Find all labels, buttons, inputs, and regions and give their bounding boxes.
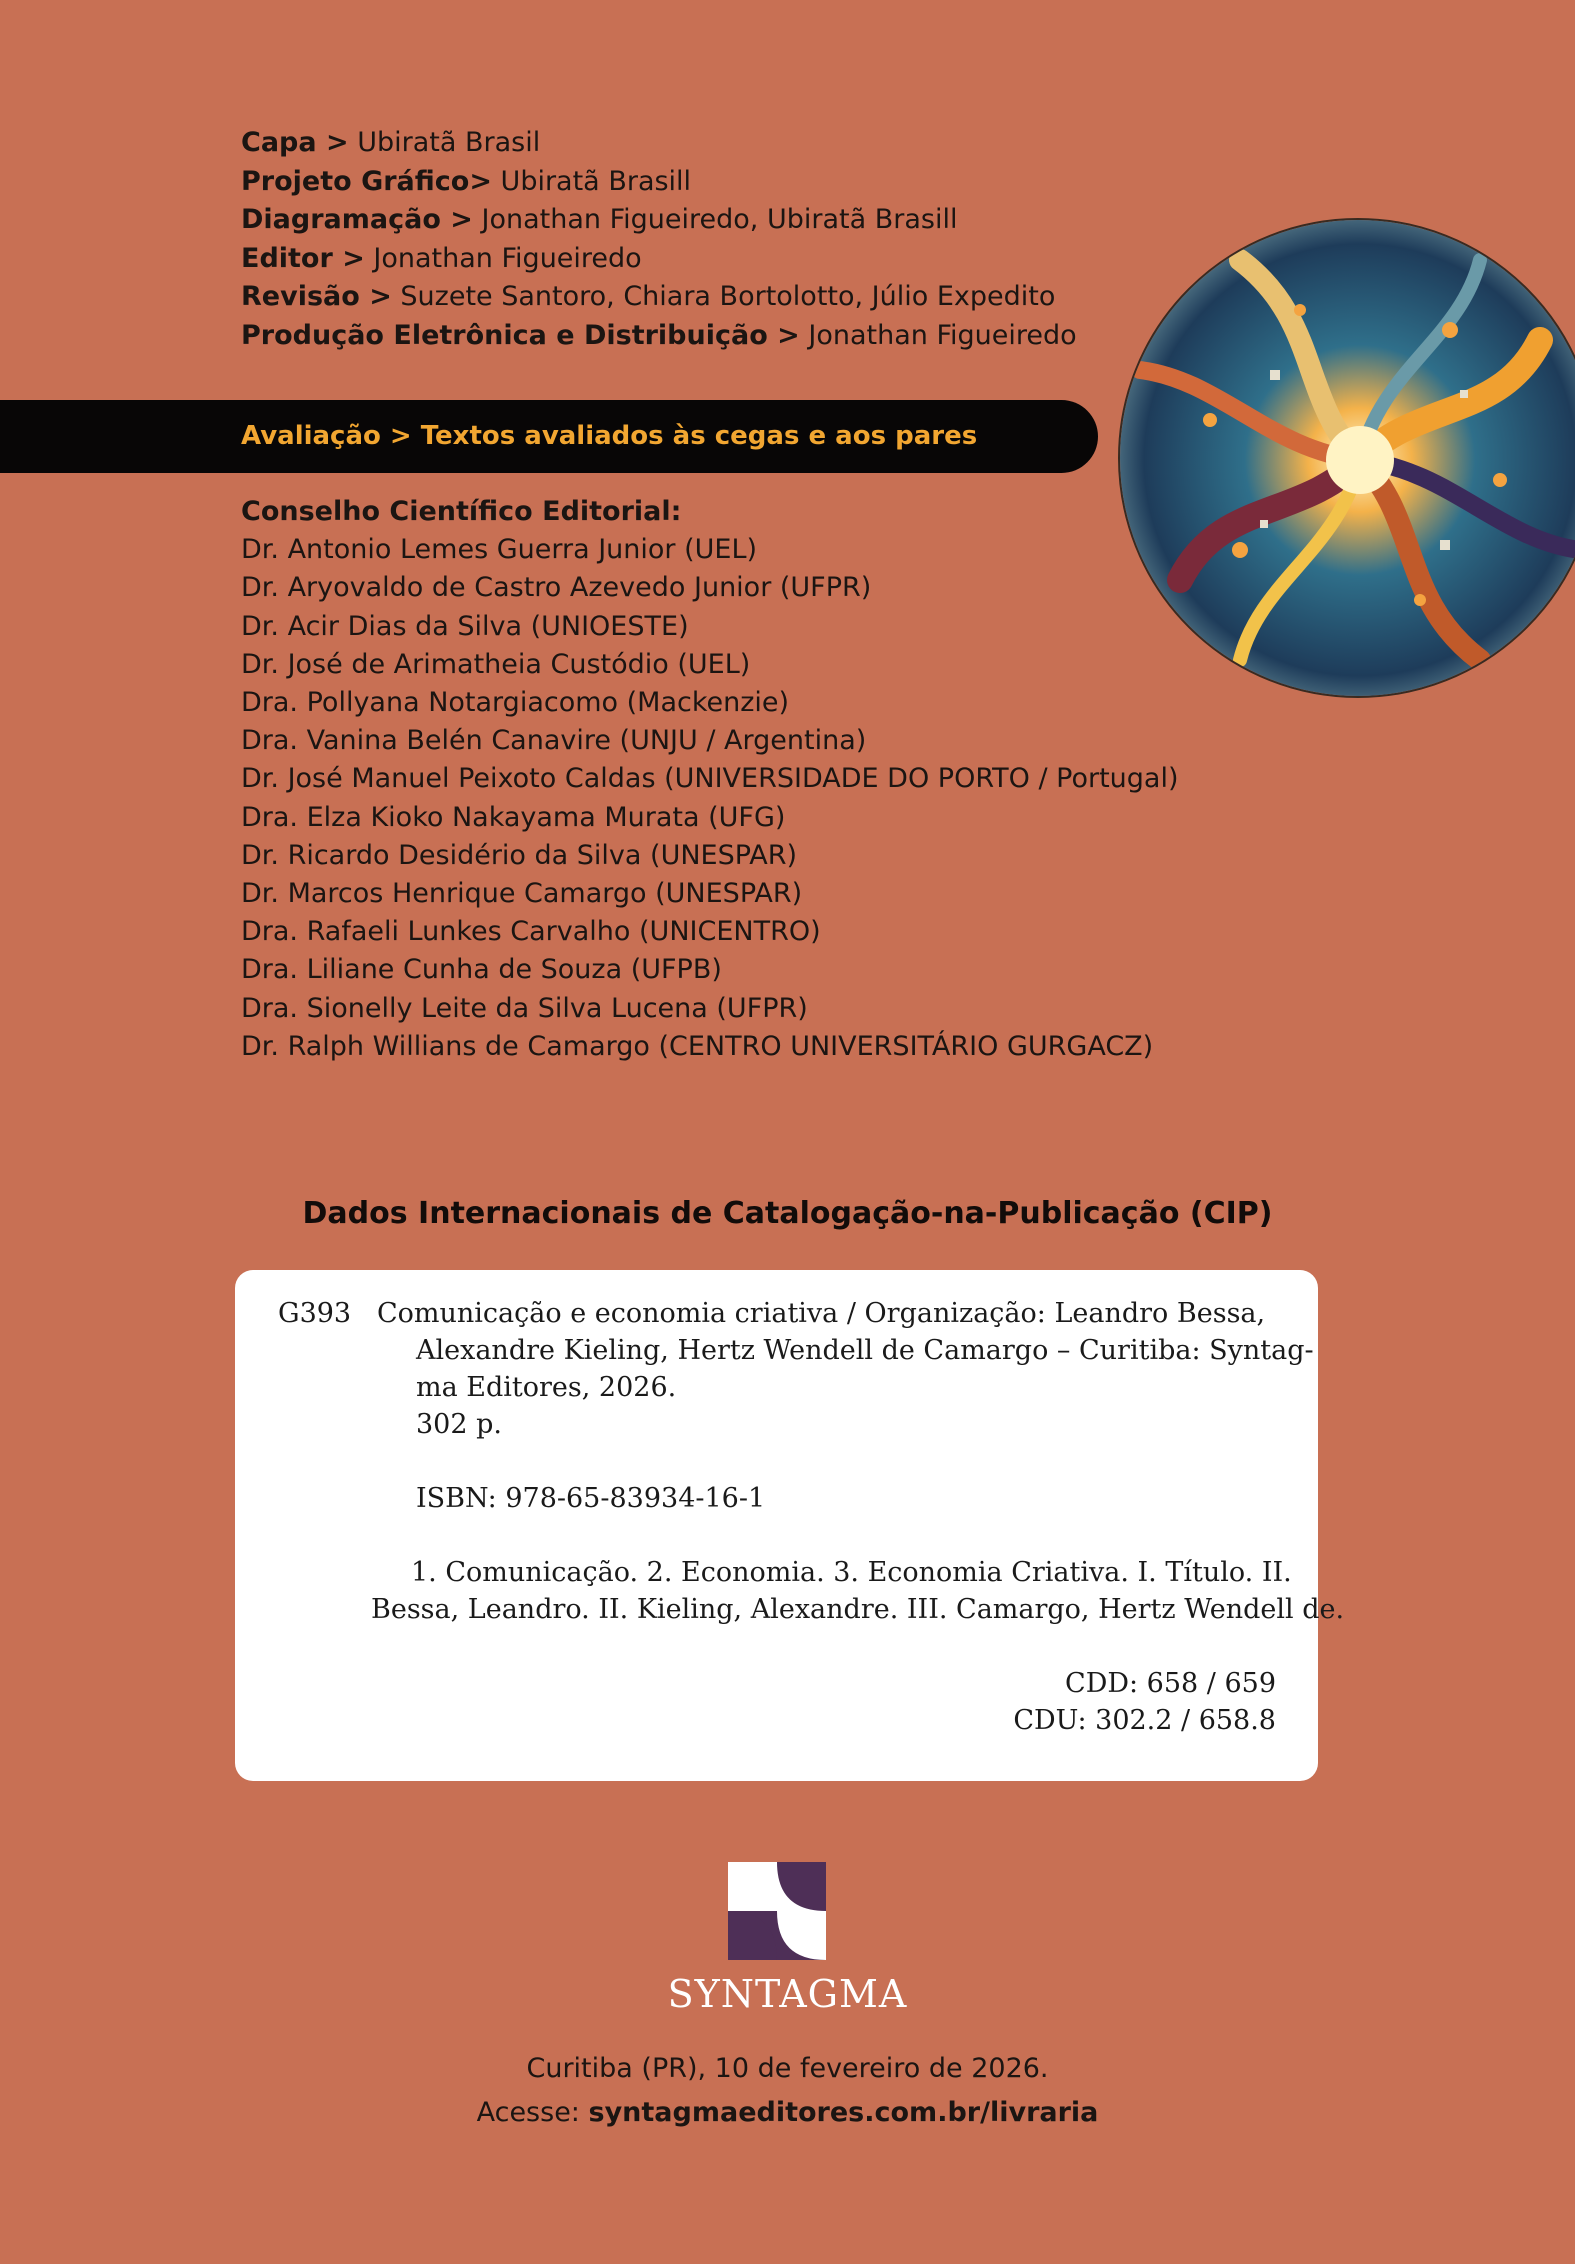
council-member: Dr. Ricardo Desidério da Silva (UNESPAR) [241, 839, 798, 871]
council-member: Dra. Sionelly Leite da Silva Lucena (UFPR) [241, 992, 808, 1024]
council-member: Dr. Antonio Lemes Guerra Junior (UEL) [241, 534, 758, 566]
council-member: Dr. Acir Dias da Silva (UNIOESTE) [241, 610, 689, 642]
syntagma-logo-icon [728, 1862, 826, 1960]
council-member: Dr. José de Arimatheia Custódio (UEL) [241, 648, 751, 680]
credit-production: Produção Eletrônica e Distribuição > Jonathan Figueiredo [241, 319, 1077, 351]
cip-pages: 302 p. [416, 1409, 502, 1440]
cip-code: G393 [278, 1298, 352, 1329]
access-line [0, 2097, 1575, 2128]
council-member: Dr. José Manuel Peixoto Caldas (UNIVERSIDADE DO PORTO / Portugal) [241, 763, 1179, 795]
council-member: Dra. Pollyana Notargiacomo (Mackenzie) [241, 687, 790, 719]
scientific-council [241, 493, 1179, 1066]
credit-revision: Revisão > Suzete Santoro, Chiara Bortolotto, Júlio Expedito [241, 281, 1056, 312]
credits-block [241, 124, 1077, 355]
cip-subjects-line-1: 1. Comunicação. 2. Economia. 3. Economia Criativa. I. Título. II. [411, 1557, 1292, 1588]
council-member: Dra. Rafaeli Lunkes Carvalho (UNICENTRO) [241, 916, 821, 948]
cip-cdu: CDU: 302.2 / 658.8 [1013, 1705, 1276, 1736]
cip-isbn: ISBN: 978-65-83934-16-1 [416, 1483, 766, 1514]
cip-title: Dados Internacionais de Catalogação-na-Publicação (CIP) [302, 1196, 1273, 1231]
evaluation-banner [0, 400, 1098, 473]
cip-authors-line: Alexandre Kieling, Hertz Wendell de Camargo – Curitiba: Syntag- [416, 1335, 1314, 1366]
council-member: Dra. Vanina Belén Canavire (UNJU / Argentina) [241, 725, 867, 757]
cip-title-line: Comunicação e economia criativa / Organização: Leandro Bessa, [377, 1298, 1266, 1329]
credit-layout: Diagramação > Jonathan Figueiredo, Ubiratã Brasill [241, 204, 958, 235]
cip-publisher-line: ma Editores, 2026. [416, 1372, 677, 1403]
council-member: Dra. Elza Kioko Nakayama Murata (UFG) [241, 801, 786, 833]
swirl-art-icon [1120, 220, 1575, 698]
council-member: Dr. Marcos Henrique Camargo (UNESPAR) [241, 878, 803, 910]
place-date: Curitiba (PR), 10 de fevereiro de 2026. [526, 2053, 1049, 2084]
council-heading: Conselho Científico Editorial: [241, 496, 682, 527]
publisher-name: SYNTAGMA [667, 1972, 908, 2016]
council-member: Dr. Ralph Willians de Camargo (CENTRO UNIVERSITÁRIO GURGACZ) [241, 1030, 1154, 1062]
cip-cdd: CDD: 658 / 659 [1065, 1668, 1276, 1699]
cip-card [235, 1270, 1345, 1781]
cip-subjects-line-2: Bessa, Leandro. II. Kieling, Alexandre. III. Camargo, Hertz Wendell de. [371, 1594, 1345, 1625]
evaluation-text: Avaliação > Textos avaliados às cegas e aos pares [241, 421, 978, 451]
credit-editor: Editor > Jonathan Figueiredo [241, 242, 642, 274]
access-link[interactable]: syntagmaeditores.com.br/livraria [588, 2097, 1099, 2128]
credit-cover: Capa > Ubiratã Brasil [241, 127, 541, 158]
access-label: Acesse: [476, 2097, 589, 2128]
council-member: Dr. Aryovaldo de Castro Azevedo Junior (UFPR) [241, 572, 872, 604]
cover-art-circle [1118, 218, 1575, 698]
credit-graphic-design: Projeto Gráfico> Ubiratã Brasill [241, 165, 692, 197]
council-member: Dra. Liliane Cunha de Souza (UFPB) [241, 954, 722, 986]
